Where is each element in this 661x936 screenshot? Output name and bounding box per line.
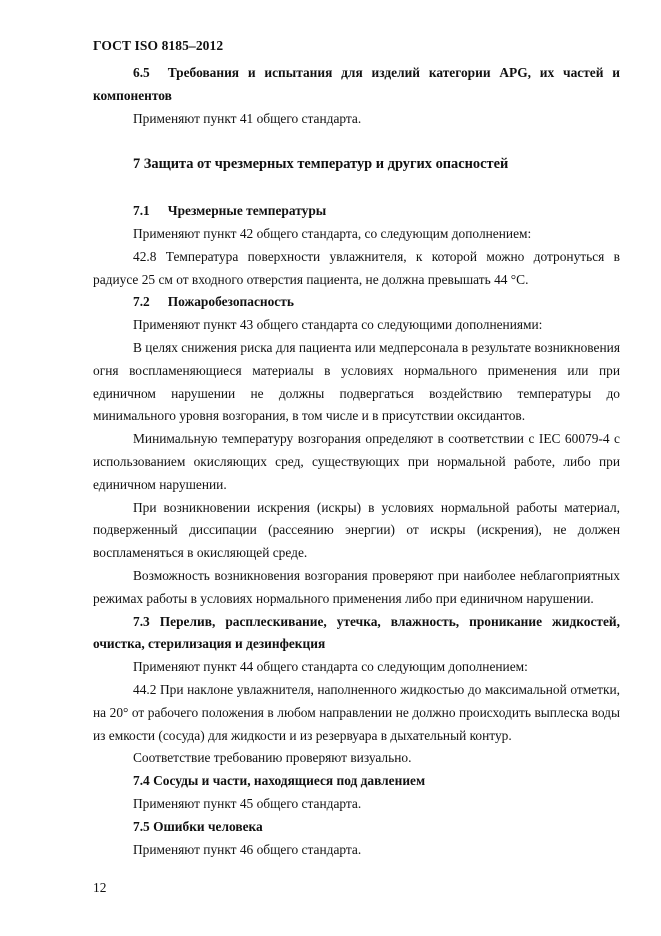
section-7-4-heading: 7.4 Сосуды и части, находящиеся под давлением (133, 773, 426, 789)
section-7-2-text-3: Минимальную температуру возгорания определяют в соответствии с IEC 60079-4 с использованием окисляющих сред, существующих при нормальной работе, либо при единичном нарушении. (93, 431, 620, 492)
section-7-5-heading: 7.5 Ошибки человека (133, 818, 263, 834)
section-7-2-number: 7.2 (133, 294, 150, 310)
section-7-5-text: Применяют пункт 46 общего стандарта. (133, 841, 362, 857)
section-7-1-heading (93, 200, 620, 223)
section-7-2-text-2: В целях снижения риска для пациента или медперсонала в результате возникновения огня воспламеняющиеся материалы в условиях нормального применения или при единичном нарушении не должны подвергаться воздействию температуры до минимального уровня возгорания, в том числе и в присутствии оксидантов. (93, 339, 620, 424)
section-7-3-text-1: Применяют пункт 44 общего стандарта со следующим дополнением: (133, 659, 528, 675)
section-7-1-text-1: Применяют пункт 42 общего стандарта, со следующим дополнением: (133, 225, 532, 241)
section-7-3-text-2: 44.2 При наклоне увлажнителя, наполненного жидкостью до максимальной отметки, на 20° от рабочего положения в любом направлении не должно происходить выплеска воды из емкости (сосуда) для жидкости и из резервуара в дыхательный контур. (93, 681, 620, 743)
section-7-heading: 7 Защита от чрезмерных температур и других опасностей (133, 156, 509, 173)
section-7-2-text-5: Возможность возникновения возгорания проверяют при наиболее неблагоприятных режимах работы в условиях нормального применения либо при единичном нарушении. (93, 567, 620, 606)
page-number: 12 (93, 880, 107, 895)
section-6-5-title: Требования и испытания для изделий категории APG, их частей и (167, 65, 620, 80)
section-6-5-text: Применяют пункт 41 общего стандарта. (133, 110, 362, 126)
section-6-5-number: 6.5 (133, 65, 150, 80)
section-7-2-text-4: При возникновении искрения (искры) в условиях нормальной работы материал, подверженный диссипации (рассеянию энергии) от искры (искрения), не должен воспламеняться в окисляющей среде. (93, 499, 620, 561)
section-7-2-text-1: Применяют пункт 43 общего стандарта со следующими дополнениями: (133, 317, 543, 333)
section-6-5-heading (93, 62, 620, 85)
section-7-1-title: Чрезмерные температуры (167, 203, 327, 219)
section-7-1-number: 7.1 (133, 203, 150, 219)
document-body (93, 62, 620, 861)
section-7-4-text: Применяют пункт 45 общего стандарта. (133, 795, 362, 811)
section-7-2-heading (93, 291, 620, 314)
section-7-1-text-2: 42.8 Температура поверхности увлажнителя, к которой можно дотронуться в радиусе 25 см от входного отверстия пациента, не должна превышать 44 °С. (93, 248, 620, 287)
section-6-5-heading-cont: компонентов (93, 87, 172, 103)
document-header: ГОСТ ISO 8185–2012 (93, 38, 224, 53)
section-7-2-title: Пожаробезопасность (167, 294, 294, 310)
section-7-3-text-3: Соответствие требованию проверяют визуально. (133, 750, 412, 766)
section-7-3-heading: 7.3 Перелив, расплескивание, утечка, влажность, проникание жидкостей, очистка, стерилизация и дезинфекция (93, 613, 620, 652)
